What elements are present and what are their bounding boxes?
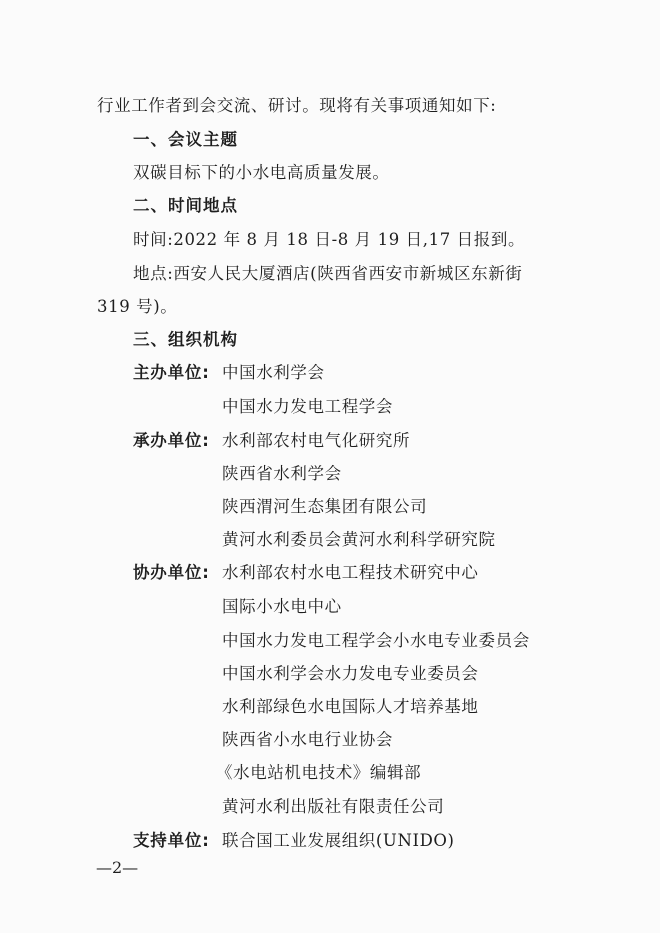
organizer-org: 黄河水利委员会黄河水利科学研究院 [222,530,496,549]
organizer-org: 陕西省水利学会 [222,464,342,483]
place-text-line2: 319 号)。 [97,297,178,316]
organizer-org: 水利部农村电气化研究所 [222,431,411,450]
co-organizer-org: 水利部绿色水电国际人才培养基地 [222,697,479,716]
host-org: 中国水力发电工程学会 [222,397,393,416]
supporter-org: 联合国工业发展组织(UNIDO) [222,831,455,850]
time-text: 时间:2022 年 8 月 18 日-8 月 19 日,17 日报到。 [133,230,526,249]
place-text-line1: 地点:西安人民大厦酒店(陕西省西安市新城区东新街 [133,264,523,283]
section-heading-organization: 三、组织机构 [133,330,238,349]
supporter-label: 支持单位: [133,831,210,850]
page-number: —2— [96,858,139,877]
co-organizer-org: 中国水力发电工程学会小水电专业委员会 [222,631,530,650]
organizer-label: 承办单位: [133,431,210,450]
topic-text: 双碳目标下的小水电高质量发展。 [133,163,390,182]
host-label: 主办单位: [133,363,210,382]
co-organizer-org: 中国水利学会水力发电专业委员会 [222,664,479,683]
co-organizer-org: 陕西省小水电行业协会 [222,730,393,749]
co-organizer-org: 黄河水利出版社有限责任公司 [222,797,445,816]
co-organizer-org: 国际小水电中心 [222,597,342,616]
co-organizer-org: 水利部农村水电工程技术研究中心 [222,563,479,582]
host-org: 中国水利学会 [222,363,325,382]
organizer-org: 陕西渭河生态集团有限公司 [222,497,428,516]
co-organizer-org: 《水电站机电技术》编辑部 [216,763,422,782]
section-heading-time-place: 二、时间地点 [133,196,238,215]
section-heading-topic: 一、会议主题 [133,130,238,149]
co-organizer-label: 协办单位: [133,563,210,582]
intro-paragraph-tail: 行业工作者到会交流、研讨。现将有关事项通知如下: [97,96,497,115]
